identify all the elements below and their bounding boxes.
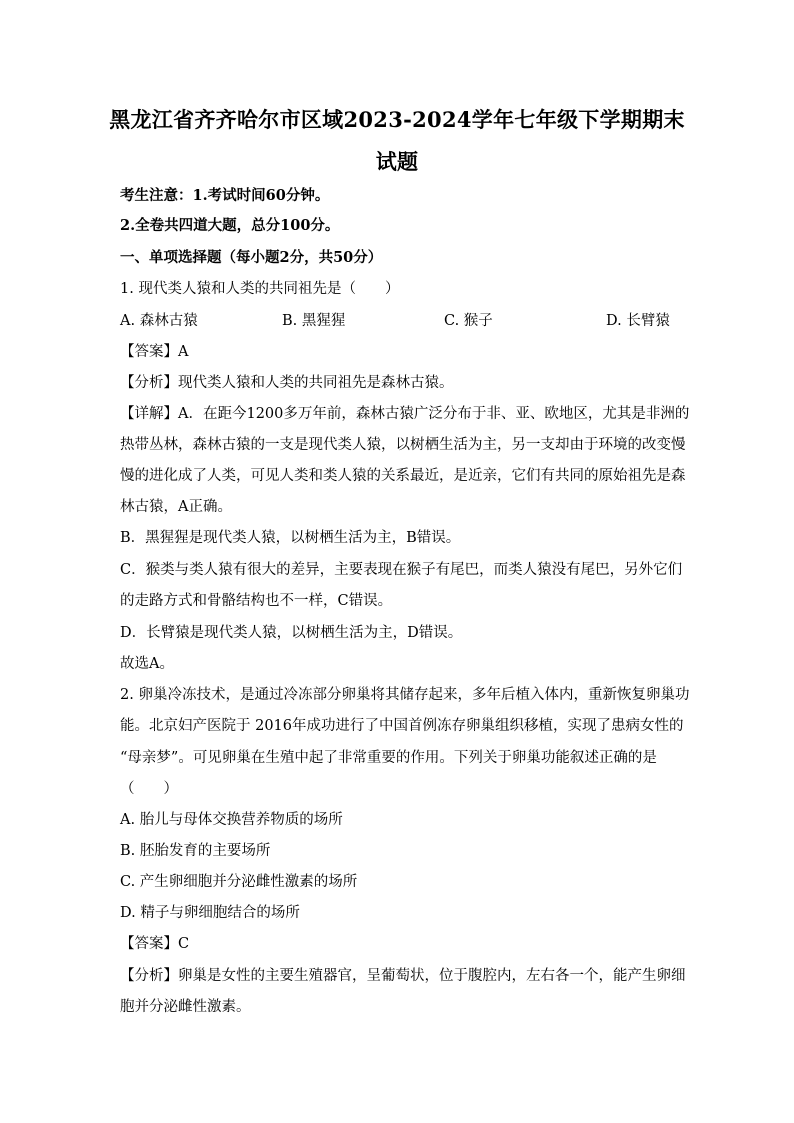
q1-detail-line: B．黑猩猩是现代类人猿，以树栖生活为主，B错误。 xyxy=(120,530,461,546)
q1-detail-line: 【详解】A．在距今1200多万年前，森林古猿广泛分布于非、亚、欧地区，尤其是非洲的 xyxy=(120,406,690,422)
q1-detail-line: 慢的进化成了人类，可见人类和类人猿的关系最近，是近亲，它们有共同的原始祖先是森 xyxy=(120,468,686,484)
q1-analysis: 【分析】现代类人猿和人类的共同祖先是森林古猿。 xyxy=(120,375,454,391)
q2-option-c: C. 产生卵细胞并分泌雌性激素的场所 xyxy=(120,874,358,890)
q1-option-c: C. 猴子 xyxy=(444,313,493,329)
q2-option-b: B. 胚胎发育的主要场所 xyxy=(120,843,271,859)
title-line-2: 试题 xyxy=(375,149,419,174)
question-2-stem-line: “母亲梦”。可见卵巢在生殖中起了非常重要的作用。下列关于卵巢功能叙述正确的是 xyxy=(120,750,657,766)
q1-detail-line: D．长臂猿是现代类人猿，以树栖生活为主，D错误。 xyxy=(120,625,463,641)
q1-option-b: B. 黑猩猩 xyxy=(282,313,346,329)
q2-option-a: A. 胎儿与母体交换营养物质的场所 xyxy=(120,812,343,828)
title-line-1: 黑龙江省齐齐哈尔市区域2023-2024学年七年级下学期期末 xyxy=(109,107,685,132)
notice-1: 考生注意：1.考试时间60分钟。 xyxy=(120,187,330,204)
q2-analysis-line: 胞并分泌雌性激素。 xyxy=(120,999,251,1015)
q2-option-d: D. 精子与卵细胞结合的场所 xyxy=(120,905,300,921)
q1-detail-line: 热带丛林，森林古猿的一支是现代类人猿，以树栖生活为主，另一支却由于环境的改变慢 xyxy=(120,437,686,453)
q1-option-a: A. 森林古猿 xyxy=(120,313,198,329)
question-1-stem: 1. 现代类人猿和人类的共同祖先是（ ） xyxy=(120,281,400,297)
q1-option-d: D. 长臂猿 xyxy=(606,313,670,329)
question-2-stem-line: 2. 卵巢冷冻技术，是通过冷冻部分卵巢将其储存起来，多年后植入体内，重新恢复卵巢功 xyxy=(120,687,690,703)
question-2-stem-line: （ ） xyxy=(120,781,178,797)
q1-detail-line: 的走路方式和骨骼结构也不一样，C错误。 xyxy=(120,593,393,609)
notice-2: 2.全卷共四道大题，总分100分。 xyxy=(120,217,340,234)
section-heading: 一、单项选择题（每小题2分，共50分） xyxy=(120,249,383,266)
q1-detail-line: 林古猿，A正确。 xyxy=(120,499,232,515)
q2-analysis-line: 【分析】卵巢是女性的主要生殖器官，呈葡萄状，位于腹腔内，左右各一个，能产生卵细 xyxy=(120,968,686,984)
q1-detail-line: C．猴类与类人猿有很大的差异，主要表现在猴子有尾巴，而类人猿没有尾巴，另外它们 xyxy=(120,562,683,578)
question-2-stem-line: 能。北京妇产医院于 2016年成功进行了中国首例冻存卵巢组织移植，实现了患病女性的 xyxy=(120,718,684,734)
q1-conclusion: 故选A。 xyxy=(120,656,174,672)
q2-answer: 【答案】C xyxy=(120,936,190,952)
q1-answer: 【答案】A xyxy=(120,344,189,360)
